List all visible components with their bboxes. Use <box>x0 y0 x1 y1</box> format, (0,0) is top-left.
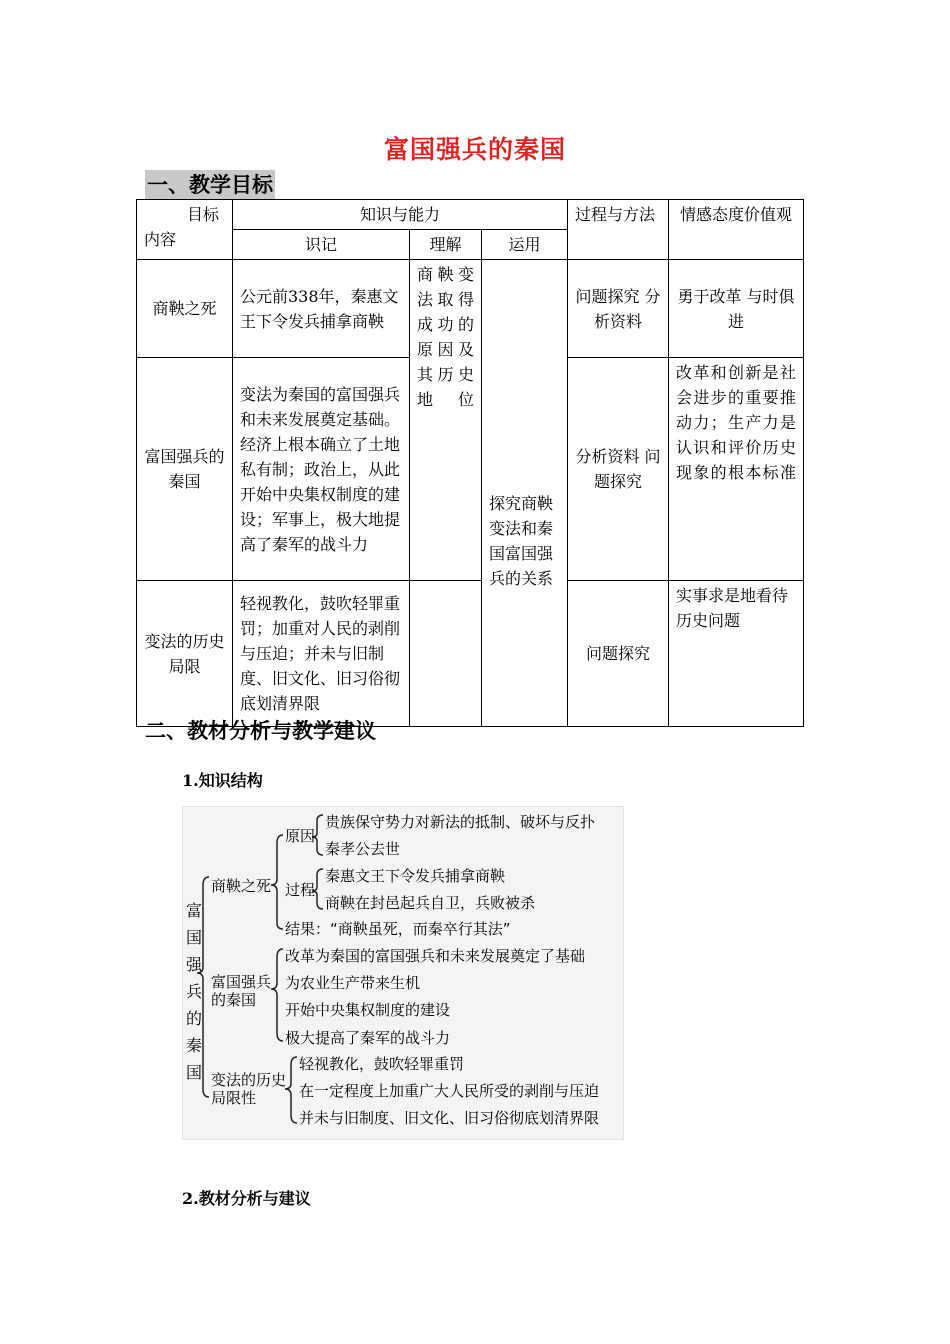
header-content: 内容 <box>144 230 177 249</box>
row-emotion: 改革和创新是社会进步的重要推动力；生产力是认识和评价历史现象的根本标准 <box>669 358 804 581</box>
understand-spacer <box>410 581 482 727</box>
apply-cell-holder <box>482 493 568 727</box>
map-leaf: 极大提高了秦军的战斗力 <box>285 1029 451 1047</box>
map-leaf: 商鞅在封邑起兵自卫，兵败被杀 <box>325 894 536 912</box>
row-content: 变法的历史局限 <box>137 581 233 727</box>
header-apply: 运用 <box>482 230 568 260</box>
understand-cell: 商鞅变法取得成功的原因及其历史地位 <box>410 260 482 581</box>
header-understand: 理解 <box>410 230 482 260</box>
map-b1-result: 结果：“商鞅虽死，而秦卒行其法” <box>285 920 511 938</box>
map-leaf: 秦惠文王下令发兵捕拿商鞅 <box>325 867 506 885</box>
row-recall: 轻视教化，鼓吹轻罪重罚；加重对人民的剥削与压迫；并未与旧制度、旧文化、旧习俗彻底划清界限 <box>233 581 410 727</box>
map-leaf: 改革为秦国的富国强兵和未来发展奠定了基础 <box>285 947 586 965</box>
map-leaf: 秦孝公去世 <box>325 840 401 858</box>
subheading-structure: 1.知识结构 <box>182 771 263 790</box>
map-b1-process: 过程 <box>285 881 316 899</box>
map-leaf: 轻视教化，鼓吹轻罪重罚 <box>299 1055 465 1073</box>
header-emotion: 情感态度价值观 <box>669 200 804 260</box>
subheading-analysis: 2.教材分析与建议 <box>182 1189 311 1208</box>
header-process: 过程与方法 <box>568 200 669 260</box>
map-b1: 商鞅之死 <box>211 877 272 895</box>
map-b3: 变法的历史局限性 <box>211 1071 287 1107</box>
section-heading-goals: 一、教学目标 <box>145 170 275 200</box>
page-title: 富国强兵的秦国 <box>383 135 566 164</box>
header-goal: 目标 <box>186 205 219 224</box>
row-process: 问题探究 分析资料 <box>568 260 669 358</box>
map-leaf: 在一定程度上加重广大人民所受的剥削与压迫 <box>299 1082 600 1100</box>
row-process: 问题探究 <box>568 581 669 727</box>
apply-cell: 探究商鞅变法和秦国富国强兵的关系 <box>489 493 554 588</box>
row-content: 富国强兵的秦国 <box>137 358 233 581</box>
row-recall: 变法为秦国的富国强兵和未来发展奠定基础。经济上根本确立了土地私有制；政治上，从此开始中央集权制度的建设；军事上，极大地提高了秦军的战斗力 <box>233 358 410 581</box>
header-goal-content <box>137 200 233 260</box>
goals-table <box>136 199 804 727</box>
header-recall: 识记 <box>233 230 410 260</box>
row-content: 商鞅之死 <box>137 260 233 358</box>
row-emotion: 实事求是地看待历史问题 <box>669 581 804 727</box>
map-b2: 富国强兵的秦国 <box>211 973 272 1009</box>
section-heading-analysis: 二、教材分析与教学建议 <box>145 719 376 743</box>
knowledge-structure-map <box>182 806 624 1140</box>
header-knowledge: 知识与能力 <box>233 200 568 230</box>
row-recall: 公元前338年，秦惠文王下令发兵捕拿商鞅 <box>233 260 410 358</box>
map-leaf: 并未与旧制度、旧文化、旧习俗彻底划清界限 <box>299 1109 600 1127</box>
map-leaf: 贵族保守势力对新法的抵制、破坏与反扑 <box>325 813 596 831</box>
row-emotion: 勇于改革 与时俱进 <box>669 260 804 358</box>
row-process: 分析资料 问题探究 <box>568 358 669 581</box>
map-b1-cause: 原因 <box>285 827 316 845</box>
map-leaf: 为农业生产带来生机 <box>285 974 421 992</box>
map-root: 富国强兵的秦国 <box>185 901 202 1082</box>
map-leaf: 开始中央集权制度的建设 <box>285 1001 451 1019</box>
